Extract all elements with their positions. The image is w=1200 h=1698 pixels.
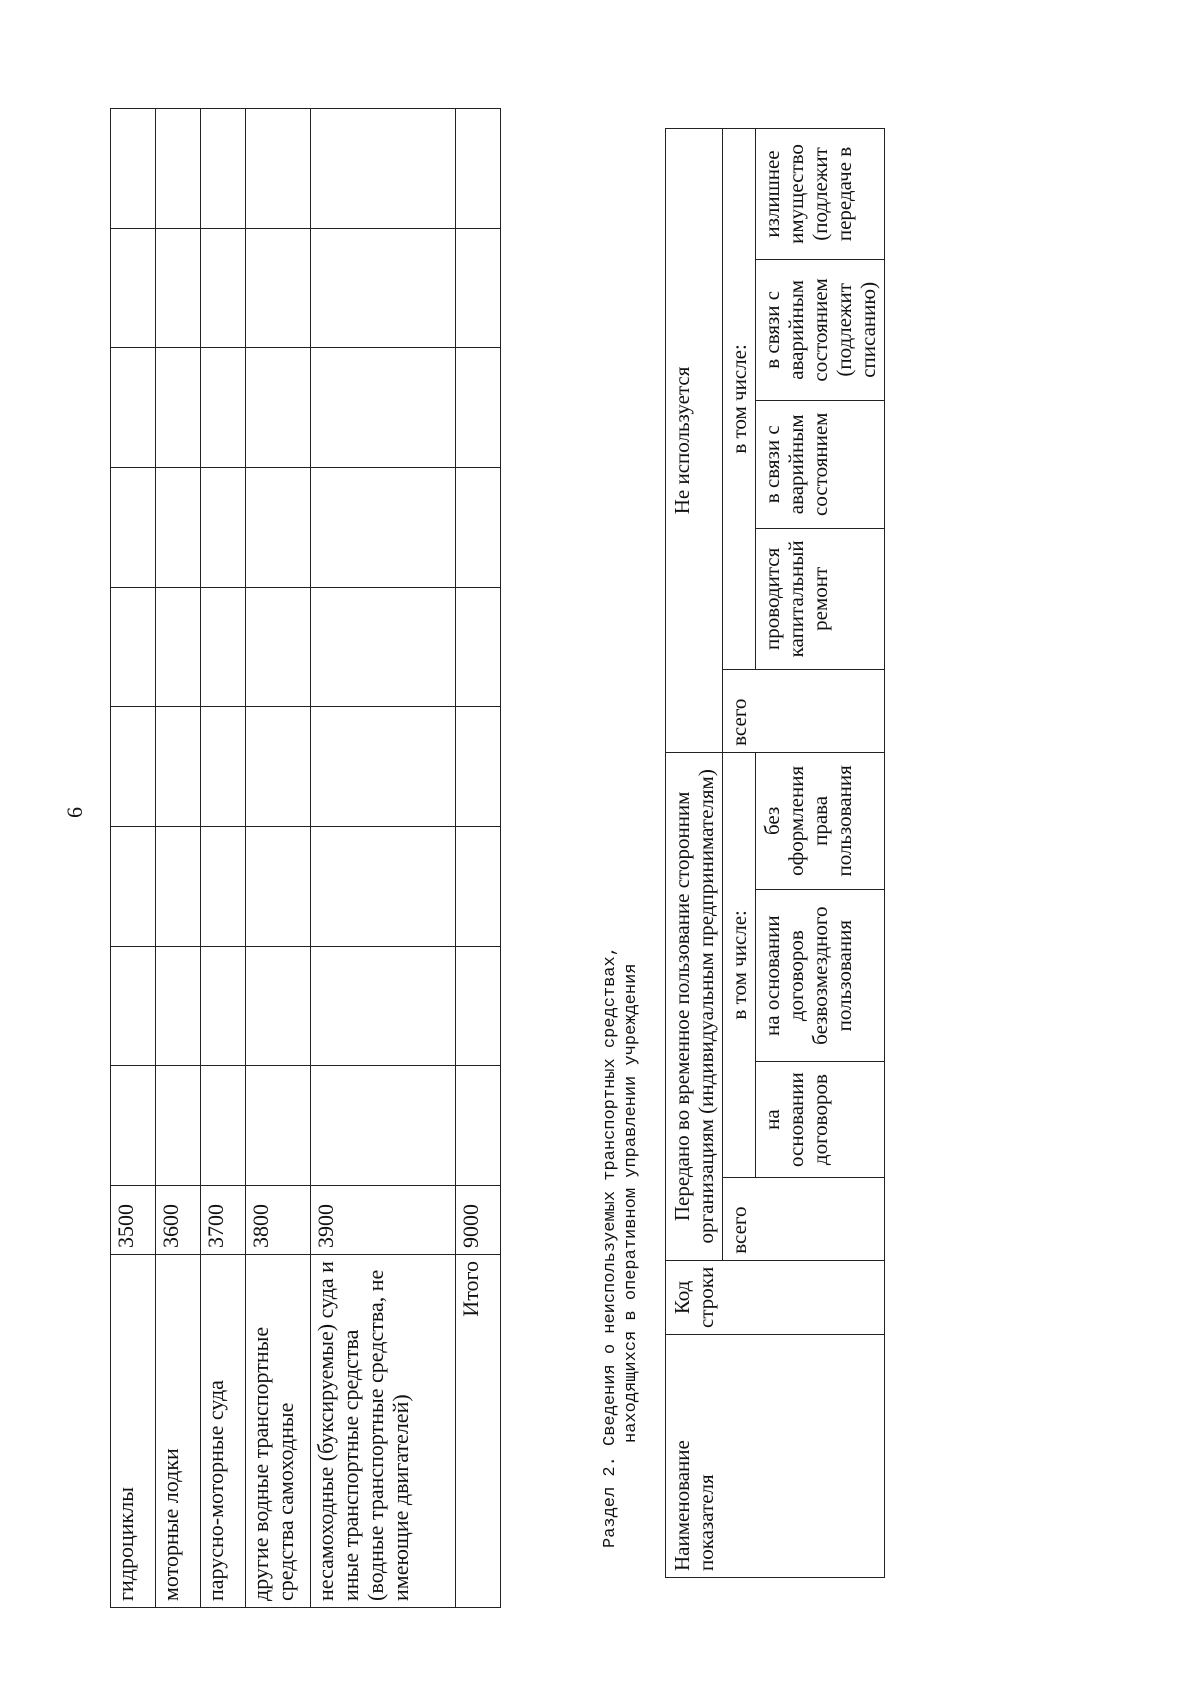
empty-cell [246, 587, 311, 707]
empty-cell [456, 1066, 501, 1186]
empty-cell [456, 587, 501, 707]
row-name: моторные лодки [156, 1255, 201, 1608]
empty-cell [456, 707, 501, 827]
header-transferred-including: в том числе: [723, 752, 756, 1177]
empty-cell [201, 707, 246, 827]
empty-cell [111, 228, 156, 348]
empty-cell [311, 109, 456, 229]
header-not-used-sub-1: проводится капитальный ремонт [756, 528, 885, 669]
row-name: гидроциклы [111, 1255, 156, 1608]
total-code: 9000 [456, 1186, 501, 1255]
header-row-code: Код строки [666, 1260, 885, 1334]
empty-cell [246, 109, 311, 229]
empty-cell [456, 468, 501, 588]
header-not-used-sub-4: излишнее имущество (подлежит передаче в [756, 129, 885, 260]
empty-cell [201, 587, 246, 707]
empty-cell [201, 946, 246, 1066]
section-2-title-line-1: Раздел 2. Сведения о неиспользуемых транспортных средствах, [601, 946, 620, 1548]
empty-cell [201, 1066, 246, 1186]
empty-cell [111, 827, 156, 947]
empty-cell [156, 946, 201, 1066]
empty-cell [111, 1066, 156, 1186]
empty-cell [111, 468, 156, 588]
empty-cell [311, 468, 456, 588]
empty-cell [311, 228, 456, 348]
empty-cell [246, 827, 311, 947]
empty-cell [111, 707, 156, 827]
header-transferred: Передано во временное пользование сторонним организациям (индивидуальным предпринимателям) [666, 752, 723, 1260]
empty-cell [246, 468, 311, 588]
table-row [311, 109, 456, 1608]
empty-cell [456, 348, 501, 468]
empty-cell [156, 707, 201, 827]
page-number: 6 [62, 807, 87, 818]
row-name: несамоходные (буксируемые) суда и иные транспортные средства (водные транспортные средства, не имеющие двигателей) [311, 1255, 456, 1608]
section-2-title-line-2: находящихся в оперативном управлении учреждения [622, 963, 641, 1443]
empty-cell [311, 707, 456, 827]
table-row [111, 109, 156, 1608]
empty-cell [311, 587, 456, 707]
empty-cell [156, 1066, 201, 1186]
table-row [156, 109, 201, 1608]
empty-cell [201, 109, 246, 229]
empty-cell [156, 468, 201, 588]
empty-cell [156, 348, 201, 468]
empty-cell [456, 946, 501, 1066]
header-indicator-name: Наименование показателя [666, 1335, 885, 1578]
empty-cell [311, 946, 456, 1066]
empty-cell [201, 348, 246, 468]
empty-cell [111, 109, 156, 229]
row-code: 3600 [156, 1186, 201, 1255]
empty-cell [246, 946, 311, 1066]
empty-cell [156, 228, 201, 348]
row-code: 3700 [201, 1186, 246, 1255]
empty-cell [201, 468, 246, 588]
header-not-used-total: всего [723, 669, 885, 752]
empty-cell [246, 348, 311, 468]
empty-cell [456, 827, 501, 947]
total-row [456, 109, 501, 1608]
empty-cell [156, 827, 201, 947]
header-not-used-sub-2: в связи с аварийным состоянием [756, 400, 885, 528]
table-row [246, 109, 311, 1608]
header-transferred-sub-2: на основании договоров безвозмездного пользования [756, 889, 885, 1062]
empty-cell [311, 1066, 456, 1186]
empty-cell [156, 587, 201, 707]
header-transferred-total: всего [723, 1177, 885, 1260]
empty-cell [156, 109, 201, 229]
empty-cell [111, 348, 156, 468]
empty-cell [311, 827, 456, 947]
header-not-used-sub-3: в связи с аварийным состоянием (подлежит списанию) [756, 260, 885, 401]
header-transferred-sub-3: без оформления права пользования [756, 752, 885, 889]
empty-cell [456, 109, 501, 229]
header-not-used: Не используется [666, 129, 723, 753]
row-code: 3500 [111, 1186, 156, 1255]
unused-vehicles-table [665, 128, 885, 1578]
empty-cell [201, 228, 246, 348]
row-name: парусно-моторные суда [201, 1255, 246, 1608]
header-not-used-including: в том числе: [723, 129, 756, 670]
section-2-title [600, 946, 642, 1548]
empty-cell [111, 587, 156, 707]
empty-cell [111, 946, 156, 1066]
empty-cell [246, 228, 311, 348]
header-transferred-sub-1: на основании договоров [756, 1062, 885, 1177]
row-name: другие водные транспортные средства самоходные [246, 1255, 311, 1608]
empty-cell [201, 827, 246, 947]
empty-cell [456, 228, 501, 348]
total-label: Итого [456, 1255, 501, 1608]
empty-cell [246, 707, 311, 827]
vehicles-table [110, 108, 501, 1608]
row-code: 3900 [311, 1186, 456, 1255]
row-code: 3800 [246, 1186, 311, 1255]
empty-cell [246, 1066, 311, 1186]
empty-cell [311, 348, 456, 468]
table-row [201, 109, 246, 1608]
